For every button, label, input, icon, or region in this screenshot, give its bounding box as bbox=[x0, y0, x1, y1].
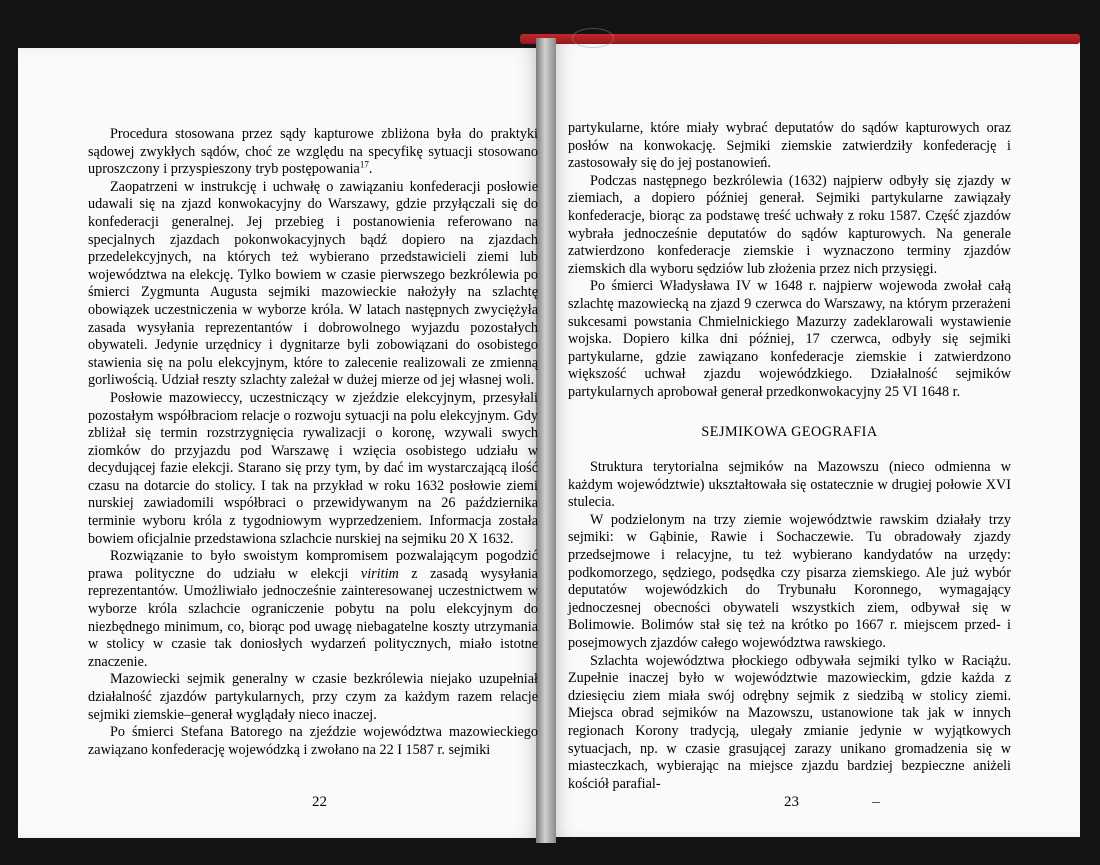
paragraph bbox=[568, 120, 1011, 173]
paragraph bbox=[568, 512, 1011, 653]
paragraph bbox=[568, 278, 1011, 401]
text-run: Szlachta województwa płockiego odbywała sejmiki tylko w Raciążu. Zupełnie inaczej było w województwie mazowieckim, gdzie każda z dziesięciu ziem miała swój odrębny sejmik z siedzibą w stolicy ziemi. Miejsca obrad sejmików na Mazowszu, ustanowione tak jak w innych regionach Korony tradycją, ulegały zmianie jedynie w wyjątkowych sytuacjach, np. w czasie grasującej zarazy unikano gromadzenia się w miasteczkach, wybierając na miejsce zjazdu bardziej bezpieczne aniżeli kościół parafial- bbox=[568, 652, 1011, 792]
text-run: Procedura stosowana przez sądy kapturowe zbliżona była do praktyki sądowej zwykłych sądów, choć ze względu na specyfikę sytuacji stosowano uproszczony i przyspieszony tryb postępowania bbox=[88, 126, 538, 178]
section-heading: SEJMIKOWA GEOGRAFIA bbox=[701, 423, 878, 440]
text-run: Posłowie mazowieccy, uczestniczący w zjeździe elekcyjnym, przesyłali pozostałym współbraciom relacje o rozwoju sytuacji na polu elekcyjnym. Gdy zbliżał się termin rozstrzygnięcia rywalizacji o koronę, wzywali swych ziomków do przyjazdu pod Warszawę i wzięcia osobistego udziału w decydującej fazie elekcji. Starano się przy tym, by dać im wystarczającą ilość czasu na dotarcie do stolicy. I tak na przykład w roku 1632 posłowie ziemi nurskiej zawiadomili współbraci o przewidywanym na 26 października terminie wyboru króla z tygodniowym wyprzedzeniem. Informacja została bowiem oficjalnie przedstawiona szlachcie nurskiej na sejmiku 20 X 1632. bbox=[88, 389, 538, 547]
text-run: Struktura terytorialna sejmików na Mazowszu (nieco odmienna w każdym województwie) ukształtowała się ostatecznie w drugiej połowie XVI stulecia. bbox=[568, 459, 1011, 511]
page-number-left: 22 bbox=[312, 794, 327, 810]
paragraph bbox=[88, 179, 538, 390]
paragraph bbox=[568, 459, 1011, 512]
right-page-text-bottom bbox=[568, 459, 1011, 793]
right-page-text bbox=[568, 120, 1011, 793]
text-run: Po śmierci Władysława IV w 1648 r. najpierw wojewoda zwołał całą szlachtę mazowiecką na zjazd 9 czerwca do Warszawy, na którym przerażeni sukcesami powstania Chmielnickiego Mazurzy zadeklarowali wystawienie wojska. Dopiero kilka dni później, 17 czerwca, odbyły się sejmiki partykularne, gdzie zawiązano konfederacje ziemskie i zatwierdzono większość uchwał zjazdu wojewódzkiego. Działalność sejmików partykularnych aprobował generał przedkonwokacyjny 25 VI 1648 r. bbox=[568, 278, 1011, 400]
page-number-right: 23 bbox=[784, 794, 799, 810]
book-spine bbox=[536, 38, 556, 843]
paragraph bbox=[88, 548, 538, 671]
footnote-ref: 17 bbox=[359, 159, 369, 170]
text-run: Zaopatrzeni w instrukcję i uchwałę o zawiązaniu konfederacji posłowie udawali się na zjazd konwokacyjny do Warszawy, gdzie przyłączali się do konfederacji generalnej. Jej przebieg i postanowienia referowano na specjalnych zjazdach pokonwokacyjnych bądź dopiero na zjazdach przedelekcyjnych, na których też wybierano przedstawicieli ziemi lub województwa na elekcję. Tylko bowiem w czasie pierwszego bezkrólewia po śmierci Zygmunta Augusta sejmiki mazowieckie nałożyły na szlachtę obowiązek uczestniczenia w wyborze króla. W latach następnych zwyciężyła zasada wysyłania reprezentantów i dobrowolnego wyjazdu pozostałych obywateli. Jedynie urzędnicy i dygnitarze byli zobowiązani do osobistego stawienia się na polu elekcyjnym, które to zalecenie realizowali ze zmienną gorliwością. Udział reszty szlachty zależał w dużej mierze od jej własnej woli. bbox=[88, 178, 538, 389]
text-run: Podczas następnego bezkrólewia (1632) najpierw odbyły się zjazdy w ziemiach, a dopiero później generał. Sejmiki partykularne zawiązały konfederacje, biorąc za podstawę treść uchwały z roku 1587. Część zjazdów wybrała jednocześnie deputatów do sądów kapturowych. Na generale zatwierdzono konfederacje ziemskie i wyznaczono terminy zjazdów ziemskich dla wyboru sędziów lub złożenia przez nich przysięgi. bbox=[568, 172, 1011, 277]
right-page-text-top bbox=[568, 120, 1011, 402]
library-stamp-icon bbox=[572, 28, 614, 48]
text-run: W podzielonym na trzy ziemie województwie rawskim działały trzy sejmiki: w Gąbinie, Rawie i Sochaczewie. Tu obradowały zjazdy przedsejmowe i relacyjne, tu też wybierano kandydatów na urzędy: podkomorzego, sędziego, podsędka czy pisarza ziemskiego. Ale już wybór deputatów wojewódzkich do Trybunału Koronnego, wymagający jednoczesnej obecności obywateli wszystkich ziem, odbywał się w Bolimowie. Bolimów stał się też na krótko po 1667 r. miejscem przed- i posejmowych zjazdów całego województwa rawskiego. bbox=[568, 511, 1011, 652]
margin-mark bbox=[872, 802, 880, 803]
text-run: partykularne, które miały wybrać deputatów do sądów kapturowych oraz posłów na konwokację. Sejmiki ziemskie zatwierdziły konfederację i zastosowały się do jej postanowień. bbox=[568, 120, 1011, 172]
paragraph bbox=[88, 671, 538, 724]
paragraph bbox=[568, 173, 1011, 279]
left-page-text bbox=[88, 126, 538, 759]
text-run: Po śmierci Stefana Batorego na zjeździe województwa mazowieckiego zawiązano konfederację wojewódzką i zwołano na 22 I 1587 r. sejmiki bbox=[88, 724, 538, 758]
text-run: Mazowiecki sejmik generalny w czasie bezkrólewia niejako uzupełniał działalność zjazdów partykularnych, przy czym za każdym razem relacje sejmiki ziemskie–generał wyglądały nieco inaczej. bbox=[88, 671, 538, 723]
text-run: z zasadą wysyłania reprezentantów. Umożliwiało jednocześnie zainteresowanej uczestnictwem w wyborze króla szlachcie ograniczenie pobytu na polu elekcyjnym do niezbędnego minimum, co, biorąc pod uwagę niebagatelne koszty utrzymania w stolicy w czasie tak doniosłych wydarzeń politycznych, miało istotne znaczenie. bbox=[88, 565, 538, 670]
paragraph bbox=[88, 126, 538, 179]
emphasis: viritim bbox=[360, 565, 399, 582]
text-run: Rozwiązanie to było swoistym kompromisem pozwalającym pogodzić prawa polityczne do udziału w elekcji bbox=[88, 548, 538, 582]
paragraph bbox=[88, 390, 538, 548]
paragraph bbox=[568, 653, 1011, 794]
text-run: . bbox=[368, 161, 373, 178]
paragraph bbox=[88, 724, 538, 759]
